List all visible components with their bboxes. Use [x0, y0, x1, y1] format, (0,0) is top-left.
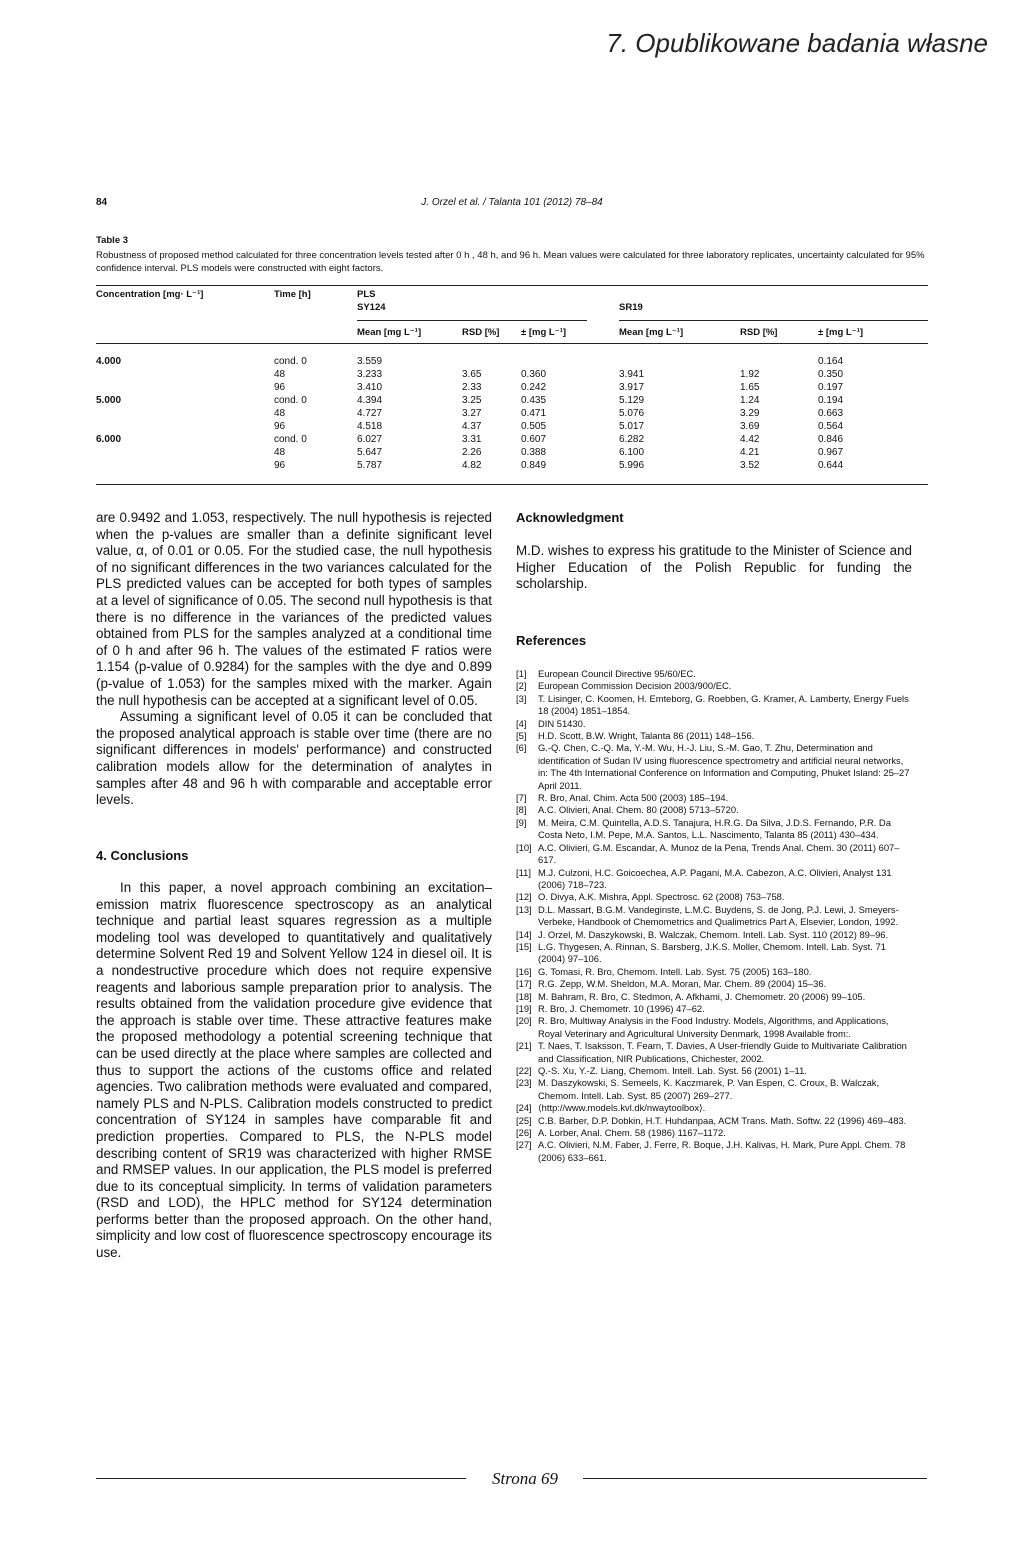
- reference-number: [12]: [516, 891, 532, 903]
- reference-text: R. Bro, J. Chemometr. 10 (1996) 47–62.: [538, 1002, 705, 1014]
- reference-number: [27]: [516, 1139, 532, 1151]
- header-pm-sy124: ± [mg L⁻¹]: [521, 327, 567, 338]
- cell-rsd-sy124: 2.26: [462, 447, 482, 458]
- cell-mean-sy124: 3.559: [357, 356, 383, 367]
- reference-item: [516, 978, 912, 990]
- cell-concentration: 6.000: [96, 434, 122, 445]
- cell-mean-sr19: 3.917: [619, 382, 645, 393]
- table-bottom-rule: [96, 484, 928, 485]
- cell-mean-sr19: 5.017: [619, 421, 645, 432]
- cell-mean-sr19: 6.100: [619, 447, 645, 458]
- cell-mean-sy124: 4.727: [357, 408, 383, 419]
- sy124-group-rule: [357, 320, 587, 321]
- reference-text: H.D. Scott, B.W. Wright, Talanta 86 (2011) 148–156.: [538, 730, 755, 742]
- reference-item: [516, 1065, 912, 1077]
- reference-number: [5]: [516, 730, 527, 742]
- reference-text: J. Orzel, M. Daszykowski, B. Walczak, Chemom. Intell. Lab. Syst. 110 (2012) 89–96.: [538, 928, 889, 940]
- reference-item: [516, 1040, 912, 1065]
- cell-rsd-sr19: 4.42: [740, 434, 760, 445]
- cell-pm-sr19: 0.663: [818, 408, 844, 419]
- cell-pm-sy124: 0.435: [521, 395, 547, 406]
- cell-time: 48: [274, 369, 286, 380]
- cell-pm-sy124: 0.607: [521, 434, 547, 445]
- left-column: [96, 510, 492, 809]
- reference-number: [3]: [516, 692, 527, 704]
- reference-text: M. Bahram, R. Bro, C. Stedmon, A. Afkhami, J. Chemometr. 20 (2006) 99–105.: [538, 990, 866, 1002]
- reference-text: European Council Directive 95/60/EC.: [538, 668, 696, 679]
- footer-page-label: Strona 69: [492, 1469, 558, 1488]
- reference-number: [24]: [516, 1102, 532, 1114]
- reference-item: [516, 991, 912, 1003]
- cell-time: cond. 0: [274, 356, 307, 367]
- cell-mean-sr19: 5.996: [619, 460, 645, 471]
- cell-pm-sy124: 0.388: [521, 447, 547, 458]
- reference-item: [516, 904, 912, 929]
- reference-number: [8]: [516, 804, 527, 816]
- reference-list: [516, 668, 912, 1164]
- reference-number: [26]: [516, 1127, 532, 1139]
- cell-pm-sy124: 0.849: [521, 460, 547, 471]
- reference-text: M. Daszykowski, S. Semeels, K. Kaczmarek, P. Van Espen, C. Croux, B. Walczak, Chemom. Intell. Lab. Syst. 85 (2007) 269–277.: [538, 1077, 880, 1101]
- reference-item: [516, 792, 912, 804]
- cell-time: 96: [274, 382, 286, 393]
- cell-pm-sy124: 0.471: [521, 408, 547, 419]
- reference-item: [516, 1139, 912, 1164]
- reference-number: [18]: [516, 990, 532, 1002]
- reference-text: T. Naes, T. Isaksson, T. Fearn, T. Davies, A User-friendly Guide to Multivariate Calibration and Classification, NIR Publications, Chichester, 2002.: [538, 1040, 907, 1064]
- reference-text: R.G. Zepp, W.M. Sheldon, M.A. Moran, Mar. Chem. 89 (2004) 15–36.: [538, 978, 827, 990]
- reference-item: [516, 1077, 912, 1102]
- reference-item: [516, 1015, 912, 1040]
- header-rsd-sr19: RSD [%]: [740, 327, 778, 338]
- cell-concentration: 4.000: [96, 356, 122, 367]
- sr19-group-rule: [619, 320, 928, 321]
- section-heading-references: References: [516, 633, 587, 648]
- reference-item: [516, 867, 912, 892]
- reference-item: [516, 1127, 912, 1139]
- cell-pm-sr19: 0.350: [818, 369, 844, 380]
- cell-rsd-sr19: 1.65: [740, 382, 760, 393]
- reference-number: [17]: [516, 978, 532, 990]
- reference-text: A.C. Olivieri, N.M. Faber, J. Ferre, R. Boque, J.H. Kalivas, H. Mark, Pure Appl. Chem. 78 (2006) 633–661.: [538, 1139, 906, 1163]
- reference-item: [516, 891, 912, 903]
- header-mean-sr19: Mean [mg L⁻¹]: [619, 327, 684, 338]
- reference-text: L.G. Thygesen, A. Rinnan, S. Barsberg, J.K.S. Moller, Chemom. Intell. Lab. Syst. 71 (2004) 97–106.: [538, 940, 886, 965]
- header-mean-sy124: Mean [mg L⁻¹]: [357, 327, 422, 338]
- reference-item: [516, 718, 912, 730]
- table-title: Table 3: [96, 235, 129, 246]
- header-concentration: Concentration [mg· L⁻¹]: [96, 289, 204, 300]
- reference-text: T. Lisinger, C. Koomen, H. Emteborg, G. Roebben, G. Kramer, A. Lamberty, Energy Fuels 18 (2004) 1851–1854.: [538, 692, 909, 717]
- reference-text: ⟨http://www.models.kvl.dk/nwaytoolbox⟩.: [538, 1102, 706, 1114]
- reference-text: G.-Q. Chen, C.-Q. Ma, Y.-M. Wu, H.-J. Liu, S.-M. Gao, T. Zhu, Determination and identification of Sudan IV using fluorescence spectrometry and artificial neural networks, in: The 4th International Conference on Information and Computing, Phuket Island: 25–27 April 2011.: [538, 742, 910, 791]
- cell-mean-sy124: 5.647: [357, 447, 383, 458]
- header-sr19: SR19: [619, 302, 643, 313]
- cell-mean-sr19: 5.076: [619, 408, 645, 419]
- cell-rsd-sy124: 4.37: [462, 421, 482, 432]
- reference-item: [516, 1003, 912, 1015]
- reference-item: [516, 668, 912, 680]
- reference-text: R. Bro, Anal. Chim. Acta 500 (2003) 185–194.: [538, 792, 729, 804]
- cell-time: 96: [274, 460, 286, 471]
- cell-mean-sy124: 4.394: [357, 395, 383, 406]
- conclusions-column: [96, 880, 492, 1262]
- body-paragraph: are 0.9492 and 1.053, respectively. The null hypothesis is rejected when the p-values are smaller than a definite significant level value, α, of 0.01 or 0.05. For the studied case, the null hypothesis of no significant differences in the two variances calculated for the PLS predicted values can be accepted for both types of samples at a level of significance of 0.05. The second null hypothesis is that there is no difference in the variances of the predicted values obtained from PLS for the samples analyzed at a conditional time of 0 h and after 96 h. The values of the estimated F ratios were 1.154 (p-value of 0.9284) for the samples with the dye and 0.899 (p-value of 1.053) for the samples mixed with the marker. Again the null hypothesis can be accepted at a significant level of 0.05.: [96, 510, 492, 708]
- cell-mean-sy124: 6.027: [357, 434, 383, 445]
- header-time: Time [h]: [274, 289, 311, 300]
- cell-pm-sy124: 0.242: [521, 382, 547, 393]
- reference-text: D.L. Massart, B.G.M. Vandeginste, L.M.C. Buydens, S. de Jong, P.J. Lewi, J. Smeyers-Verbeke, Handbook of Chemometrics and Qualimetrics Part A, Elsevier, London, 1992.: [538, 903, 899, 928]
- footer-rule-left: [96, 1478, 466, 1479]
- reference-number: [25]: [516, 1114, 532, 1126]
- cell-mean-sr19: 5.129: [619, 395, 645, 406]
- body-paragraph: Assuming a significant level of 0.05 it can be concluded that the proposed analytical approach is stable over time (there are no significant differences in models' performance) and constructed calibration models allow for the determination of analytes in samples after 48 and 96 h with comparable and acceptable error levels.: [96, 709, 492, 808]
- header-rsd-sy124: RSD [%]: [462, 327, 500, 338]
- reference-text: A. Lorber, Anal. Chem. 58 (1986) 1167–1172.: [538, 1127, 726, 1139]
- reference-item: [516, 693, 912, 718]
- reference-text: R. Bro, Multiway Analysis in the Food Industry. Models, Algorithms, and Applications, Royal Veterinary and Agricultural University Denmark, 1998 Available from:.: [538, 1015, 889, 1039]
- cell-rsd-sr19: 3.29: [740, 408, 760, 419]
- header-sy124: SY124: [357, 302, 386, 313]
- cell-rsd-sr19: 3.52: [740, 460, 760, 471]
- header-pm-sr19: ± [mg L⁻¹]: [818, 327, 864, 338]
- reference-text: A.C. Olivieri, G.M. Escandar, A. Munoz de la Pena, Trends Anal. Chem. 30 (2011) 607–617.: [538, 841, 900, 866]
- cell-rsd-sy124: 3.65: [462, 369, 482, 380]
- reference-number: [15]: [516, 940, 532, 952]
- reference-text: Q.-S. Xu, Y.-Z. Liang, Chemom. Intell. Lab. Syst. 56 (2001) 1–11.: [538, 1065, 807, 1076]
- reference-item: [516, 966, 912, 978]
- page-number: 84: [96, 197, 108, 208]
- cell-pm-sr19: 0.644: [818, 460, 844, 471]
- journal-reference: J. Orzel et al. / Talanta 101 (2012) 78–84: [421, 197, 603, 208]
- table-caption: Robustness of proposed method calculated for three concentration levels tested after 0 h , 48 h, and 96 h. Mean values were calculated for three laboratory replicates, uncertainty calculated for 95% confidence interval. PLS models were constructed with eight factors.: [96, 249, 925, 274]
- reference-number: [23]: [516, 1077, 532, 1089]
- cell-time: 96: [274, 421, 286, 432]
- reference-item: [516, 1102, 912, 1114]
- cell-time: cond. 0: [274, 434, 307, 445]
- reference-text: M. Meira, C.M. Quintella, A.D.S. Tanajura, H.R.G. Da Silva, J.D.S. Fernando, P.R. Da Costa Neto, I.M. Pepe, M.A. Santos, L.L. Nascimento, Talanta 85 (2011) 430–434.: [538, 816, 891, 841]
- reference-text: M.J. Culzoni, H.C. Goicoechea, A.P. Pagani, M.A. Cabezon, A.C. Olivieri, Analyst 131 (2006) 718–723.: [538, 866, 892, 890]
- reference-number: [11]: [516, 866, 531, 878]
- running-head: 7. Opublikowane badania własne: [606, 28, 988, 58]
- reference-number: [2]: [516, 680, 527, 692]
- reference-number: [14]: [516, 928, 532, 940]
- cell-rsd-sr19: 3.69: [740, 421, 760, 432]
- cell-mean-sy124: 5.787: [357, 460, 383, 471]
- reference-item: [516, 680, 912, 692]
- reference-number: [21]: [516, 1040, 532, 1052]
- reference-number: [22]: [516, 1065, 532, 1076]
- cell-rsd-sy124: 3.25: [462, 395, 482, 406]
- cell-rsd-sr19: 1.92: [740, 369, 760, 380]
- cell-time: cond. 0: [274, 395, 307, 406]
- reference-text: O. Divya, A.K. Mishra, Appl. Spectrosc. 62 (2008) 753–758.: [538, 891, 785, 903]
- cell-rsd-sy124: 2.33: [462, 382, 482, 393]
- table-header-rule: [96, 343, 928, 344]
- footer-rule-right: [583, 1478, 927, 1479]
- cell-pm-sr19: 0.967: [818, 447, 844, 458]
- page-footer: [0, 1469, 1024, 1489]
- cell-rsd-sr19: 4.21: [740, 447, 760, 458]
- reference-number: [6]: [516, 742, 527, 754]
- reference-item: [516, 929, 912, 941]
- cell-pm-sy124: 0.360: [521, 369, 547, 380]
- cell-pm-sy124: 0.505: [521, 421, 547, 432]
- reference-item: [516, 1115, 912, 1127]
- cell-mean-sy124: 3.410: [357, 382, 383, 393]
- cell-rsd-sy124: 3.27: [462, 408, 482, 419]
- body-paragraph: M.D. wishes to express his gratitude to the Minister of Science and Higher Education of the Polish Republic for funding the scholarship.: [516, 543, 912, 592]
- reference-text: C.B. Barber, D.P. Dobkin, H.T. Huhdanpaa, ACM Trans. Math. Softw. 22 (1996) 469–483.: [538, 1114, 907, 1126]
- cell-rsd-sy124: 3.31: [462, 434, 482, 445]
- reference-item: [516, 941, 912, 966]
- reference-number: [13]: [516, 903, 532, 915]
- cell-pm-sr19: 0.197: [818, 382, 844, 393]
- cell-pm-sr19: 0.164: [818, 356, 844, 367]
- reference-number: [7]: [516, 792, 527, 804]
- cell-pm-sr19: 0.846: [818, 434, 844, 445]
- reference-text: European Commission Decision 2003/900/EC.: [538, 680, 732, 692]
- cell-pm-sr19: 0.564: [818, 421, 844, 432]
- cell-mean-sr19: 3.941: [619, 369, 645, 380]
- header-pls: PLS: [357, 289, 376, 300]
- reference-item: [516, 742, 912, 792]
- cell-mean-sy124: 4.518: [357, 421, 383, 432]
- section-heading-conclusions: 4. Conclusions: [96, 848, 189, 863]
- reference-item: [516, 842, 912, 867]
- reference-number: [19]: [516, 1002, 532, 1014]
- reference-text: DIN 51430.: [538, 717, 586, 729]
- cell-mean-sy124: 3.233: [357, 369, 383, 380]
- reference-text: A.C. Olivieri, Anal. Chem. 80 (2008) 5713–5720.: [538, 804, 739, 816]
- acknowledgment-text: [516, 543, 912, 593]
- reference-number: [20]: [516, 1015, 532, 1027]
- reference-number: [4]: [516, 717, 527, 729]
- reference-item: [516, 817, 912, 842]
- table-caption-block: [96, 235, 928, 275]
- table-top-rule: [96, 285, 928, 286]
- cell-pm-sr19: 0.194: [818, 395, 844, 406]
- cell-rsd-sr19: 1.24: [740, 395, 760, 406]
- cell-time: 48: [274, 447, 286, 458]
- reference-number: [1]: [516, 668, 527, 679]
- reference-number: [9]: [516, 816, 527, 828]
- reference-number: [16]: [516, 965, 532, 977]
- reference-item: [516, 730, 912, 742]
- cell-mean-sr19: 6.282: [619, 434, 645, 445]
- reference-item: [516, 804, 912, 816]
- reference-text: G. Tomasi, R. Bro, Chemom. Intell. Lab. Syst. 75 (2005) 163–180.: [538, 965, 812, 977]
- section-heading-acknowledgment: Acknowledgment: [516, 510, 624, 525]
- cell-concentration: 5.000: [96, 395, 122, 406]
- cell-time: 48: [274, 408, 286, 419]
- body-paragraph: In this paper, a novel approach combining an excitation–emission matrix fluorescence spectroscopy as an analytical technique and partial least squares regression as a multiple modeling tool was developed to quantitatively and qualitatively determine Solvent Red 19 and Solvent Yellow 124 in diesel oil. It is a nondestructive procedure which does not require expensive reagents and laborious sample preparation prior to analysis. The results obtained from the validation procedure give evidence that the approach is stable over time. These attractive features make the proposed methodology a potential screening technique that can be used directly at the place where samples are collected and thus to support the actions of the customs office and related agencies. Two calibration methods were evaluated and compared, namely PLS and N-PLS. Calibration models constructed to predict concentration of SY124 in samples have comparable fit and prediction properties. Compared to PLS, the N-PLS model describing content of SR19 was characterized with higher RMSE and RMSEP values. In our application, the PLS model is preferred due to its conceptual simplicity. In terms of validation parameters (RSD and LOD), the HPLC method for SY124 determination performs better than the proposed approach. On the other hand, simplicity and low cost of fluorescence spectroscopy encourage its use.: [96, 880, 492, 1261]
- reference-number: [10]: [516, 841, 532, 853]
- cell-rsd-sy124: 4.82: [462, 460, 482, 471]
